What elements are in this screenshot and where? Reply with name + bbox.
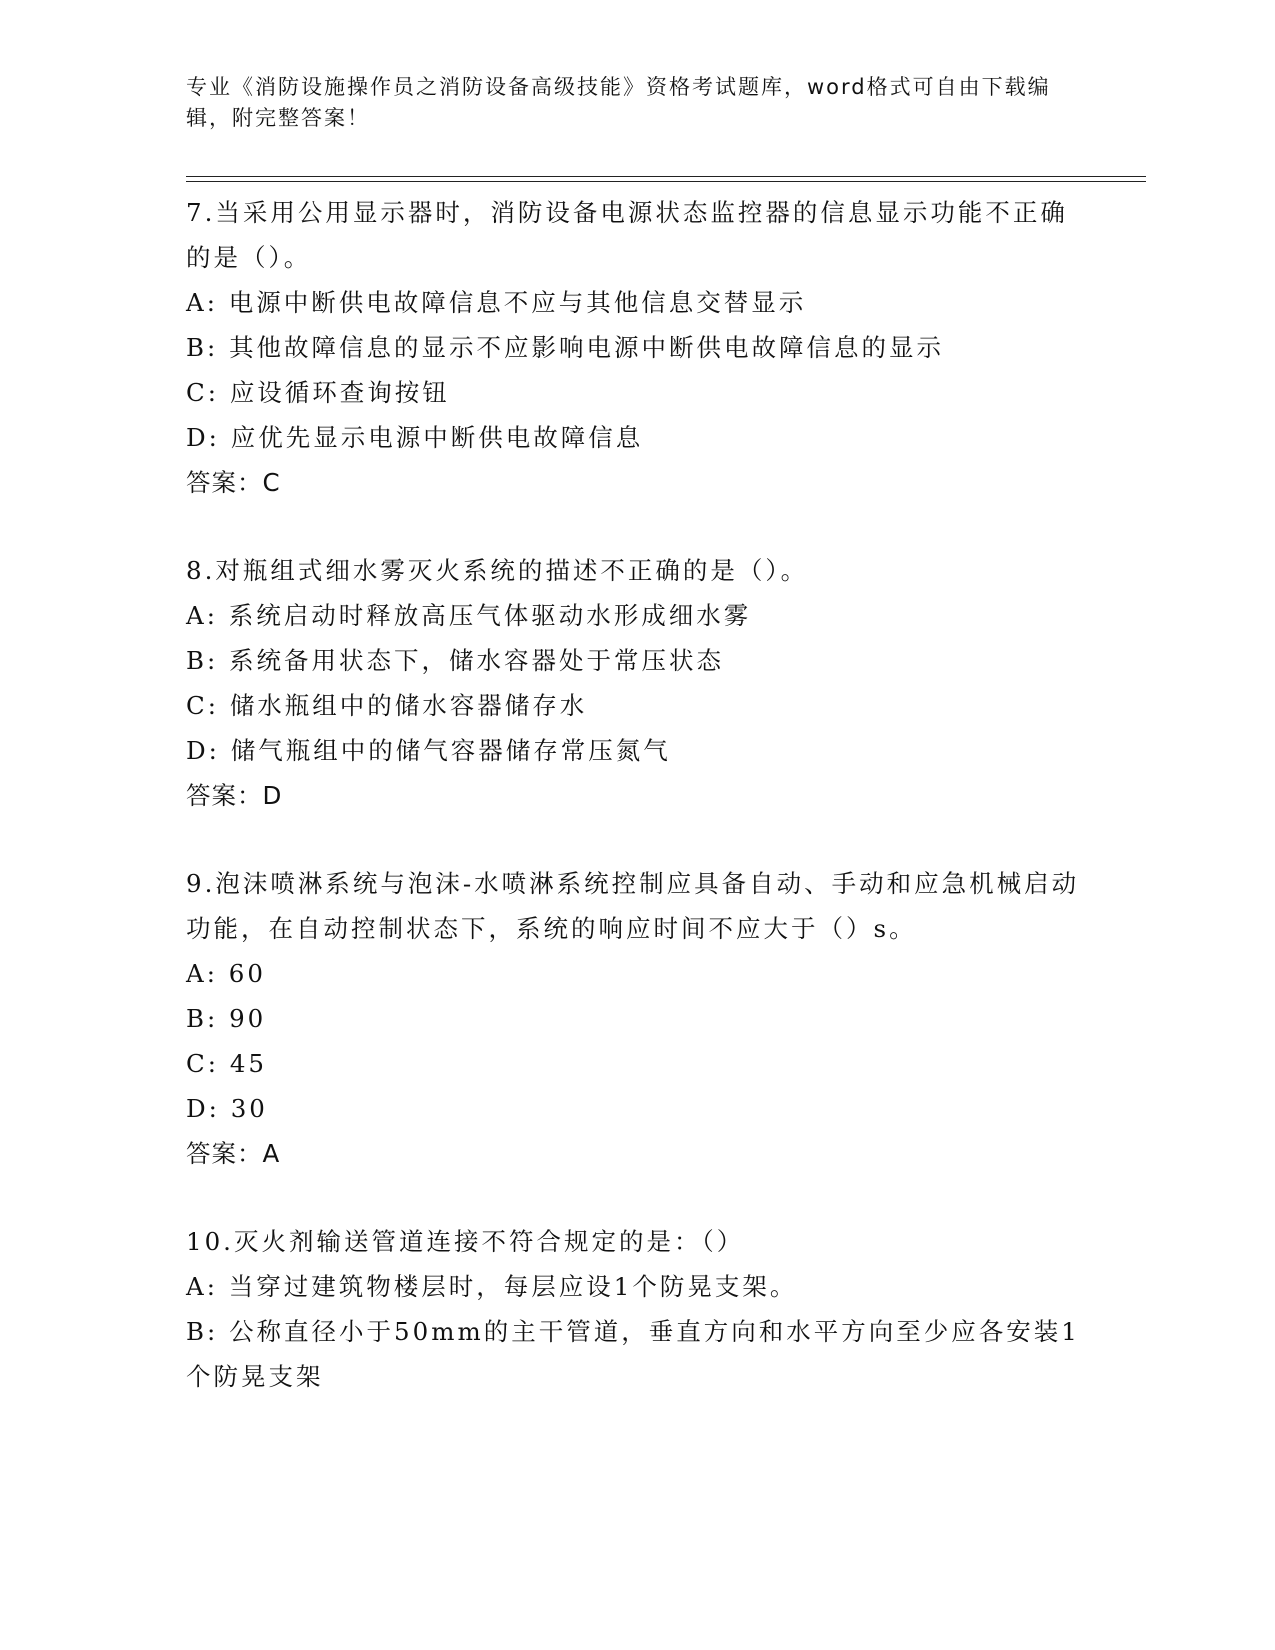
option-text: 应优先显示电源中断供电故障信息 [230,423,644,452]
header-rule-bottom [186,181,1146,182]
option-label: C: [186,378,220,407]
question-text: 7.当采用公用显示器时，消防设备电源状态监控器的信息显示功能不正确的是（）。 [186,198,1068,272]
question-text: 10.灭火剂输送管道连接不符合规定的是：（） [186,1227,745,1256]
option-label: B: [186,333,219,362]
option-c [186,370,1086,415]
option-text: 公称直径小于50mm的主干管道，垂直方向和水平方向至少应各安装1个防晃支架 [186,1317,1080,1391]
option-b [186,996,1086,1041]
option-label: C: [186,691,220,720]
option-a [186,280,1086,325]
option-text: 储气瓶组中的储气容器储存常压氮气 [230,736,671,765]
option-text: 45 [229,1049,267,1078]
option-text: 60 [228,959,266,988]
option-b [186,638,1086,683]
document-header: 专业《消防设施操作员之消防设备高级技能》资格考试题库，word格式可自由下载编辑，附完整答案！ [186,75,1051,130]
question-item [186,861,1086,1176]
question-item [186,548,1086,818]
option-text: 应设循环查询按钮 [229,378,450,407]
question-list [186,190,1086,1442]
answer-line: 答案：A [186,1139,281,1168]
option-text: 其他故障信息的显示不应影响电源中断供电故障信息的显示 [229,333,945,362]
option-text: 储水瓶组中的储水容器储存水 [229,691,588,720]
option-c [186,683,1086,728]
option-c [186,1041,1086,1086]
answer-line: 答案：C [186,468,281,497]
option-text: 系统备用状态下，储水容器处于常压状态 [229,646,725,675]
option-d [186,415,1086,460]
option-a [186,1264,1086,1309]
option-label: B: [186,1317,219,1346]
option-label: A: [186,601,218,630]
answer-line: 答案：D [186,781,283,810]
option-b [186,1309,1086,1399]
option-label: A: [186,1272,218,1301]
option-label: D: [186,423,220,452]
question-text: 8.对瓶组式细水雾灭火系统的描述不正确的是（）。 [186,556,809,585]
option-d [186,1086,1086,1131]
option-label: D: [186,1094,220,1123]
question-text: 9.泡沫喷淋系统与泡沫-水喷淋系统控制应具备自动、手动和应急机械启动功能，在自动控制状态下，系统的响应时间不应大于（）s。 [186,869,1080,943]
option-label: B: [186,1004,219,1033]
option-label: A: [186,959,218,988]
option-label: D: [186,736,220,765]
option-text: 90 [229,1004,267,1033]
option-a [186,951,1086,996]
header-rule-top [186,176,1146,177]
option-d [186,728,1086,773]
option-text: 电源中断供电故障信息不应与其他信息交替显示 [228,288,807,317]
question-item [186,190,1086,505]
option-label: C: [186,1049,220,1078]
option-label: B: [186,646,219,675]
option-text: 30 [230,1094,268,1123]
option-b [186,325,1086,370]
question-item [186,1219,1086,1399]
option-label: A: [186,288,218,317]
option-text: 当穿过建筑物楼层时，每层应设1个防晃支架。 [228,1272,798,1301]
option-text: 系统启动时释放高压气体驱动水形成细水雾 [228,601,752,630]
option-a [186,593,1086,638]
